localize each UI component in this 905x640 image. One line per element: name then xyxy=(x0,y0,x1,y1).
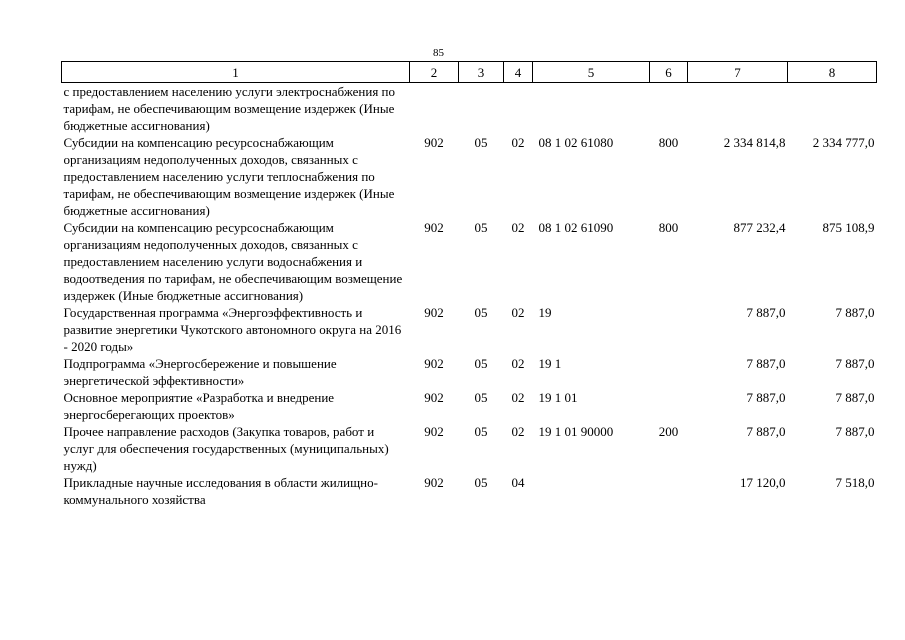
column-header-2: 2 xyxy=(410,62,459,83)
table-row xyxy=(62,304,877,355)
row-target-code: 19 1 01 90000 xyxy=(538,424,614,439)
row-name: Основное мероприятие «Разработка и внедрение энергосберегающих проектов» xyxy=(63,390,335,422)
table-row xyxy=(62,219,877,304)
row-ministry-code xyxy=(410,83,459,135)
row-ministry-code: 902 xyxy=(424,305,444,320)
row-expense-type xyxy=(650,389,688,423)
row-name: Субсидии на компенсацию ресурсоснабжающим организациям недополученных доходов, связанных с предоставлением населению услуги водоснабжения и водоотведения по тарифам, не обеспечивающим возмещение издержек (Иные бюджетные ассигнования) xyxy=(63,220,403,303)
row-ministry-code: 902 xyxy=(424,390,444,405)
row-amount-planned: 877 232,4 xyxy=(733,220,786,235)
row-amount-actual xyxy=(788,83,877,135)
row-amount-actual: 7 518,0 xyxy=(835,475,875,490)
row-expense-type xyxy=(650,474,688,508)
row-amount-planned: 7 887,0 xyxy=(746,305,786,320)
row-name: с предоставлением населению услуги электроснабжения по тарифам, не обеспечивающим возмещение издержек (Иные бюджетные ассигнования) xyxy=(63,84,396,133)
row-target-code: 08 1 02 61080 xyxy=(538,135,614,150)
column-header-3: 3 xyxy=(459,62,504,83)
row-target-code: 19 1 xyxy=(538,356,562,371)
row-subsection-code: 02 xyxy=(511,356,525,371)
row-ministry-code: 902 xyxy=(424,424,444,439)
row-subsection-code: 04 xyxy=(511,475,525,490)
row-amount-actual: 2 334 777,0 xyxy=(812,135,875,150)
row-subsection-code xyxy=(504,83,533,135)
table-row xyxy=(62,474,877,508)
row-section-code: 05 xyxy=(474,475,488,490)
row-subsection-code: 02 xyxy=(511,220,525,235)
row-amount-planned: 7 887,0 xyxy=(746,424,786,439)
row-section-code: 05 xyxy=(474,424,488,439)
row-section-code: 05 xyxy=(474,220,488,235)
column-header-4: 4 xyxy=(504,62,533,83)
row-target-code xyxy=(533,474,650,508)
row-ministry-code: 902 xyxy=(424,356,444,371)
column-header-7: 7 xyxy=(688,62,788,83)
table-header-row xyxy=(62,62,877,83)
row-name: Подпрограмма «Энергосбережение и повышение энергетической эффективности» xyxy=(63,356,337,388)
row-subsection-code: 02 xyxy=(511,424,525,439)
row-target-code xyxy=(533,83,650,135)
row-expense-type: 800 xyxy=(658,135,679,150)
row-amount-actual: 875 108,9 xyxy=(822,220,875,235)
row-expense-type xyxy=(650,304,688,355)
row-subsection-code: 02 xyxy=(511,135,525,150)
row-expense-type xyxy=(650,355,688,389)
column-header-6: 6 xyxy=(650,62,688,83)
table-row xyxy=(62,355,877,389)
row-name: Субсидии на компенсацию ресурсоснабжающим организациям недополученных доходов, связанных с предоставлением населению услуги теплоснабжения по тарифам, не обеспечивающим возмещение издержек (Иные бюджетные ассигнования) xyxy=(63,135,395,218)
row-target-code: 19 xyxy=(538,305,552,320)
row-amount-actual: 7 887,0 xyxy=(835,356,875,371)
column-header-1: 1 xyxy=(62,62,410,83)
row-expense-type xyxy=(650,83,688,135)
row-expense-type: 800 xyxy=(658,220,679,235)
row-subsection-code: 02 xyxy=(511,390,525,405)
row-target-code: 19 1 01 xyxy=(538,390,578,405)
row-amount-planned: 7 887,0 xyxy=(746,390,786,405)
table-row xyxy=(62,389,877,423)
page-number-text: 85 xyxy=(433,47,444,59)
row-amount-actual: 7 887,0 xyxy=(835,424,875,439)
row-ministry-code: 902 xyxy=(424,135,444,150)
row-amount-actual: 7 887,0 xyxy=(835,305,875,320)
row-section-code: 05 xyxy=(474,305,488,320)
row-name: Государственная программа «Энергоэффективность и развитие энергетики Чукотского автономного округа на 2016 - 2020 годы» xyxy=(63,305,402,354)
row-expense-type: 200 xyxy=(658,424,679,439)
row-amount-planned: 17 120,0 xyxy=(740,475,786,490)
row-subsection-code: 02 xyxy=(511,305,525,320)
row-amount-planned xyxy=(688,83,788,135)
row-amount-actual: 7 887,0 xyxy=(835,390,875,405)
row-ministry-code: 902 xyxy=(424,220,444,235)
row-section-code: 05 xyxy=(474,390,488,405)
row-section-code: 05 xyxy=(474,135,488,150)
column-header-5: 5 xyxy=(533,62,650,83)
row-section-code: 05 xyxy=(474,356,488,371)
row-ministry-code: 902 xyxy=(424,475,444,490)
row-name: Прочее направление расходов (Закупка товаров, работ и услуг для обеспечения государственных (муниципальных) нужд) xyxy=(63,424,389,473)
column-header-8: 8 xyxy=(788,62,877,83)
row-target-code: 08 1 02 61090 xyxy=(538,220,614,235)
table-row xyxy=(62,423,877,474)
row-amount-planned: 7 887,0 xyxy=(746,356,786,371)
table-row xyxy=(62,83,877,135)
row-name: Прикладные научные исследования в области жилищно-коммунального хозяйства xyxy=(63,475,378,507)
row-section-code xyxy=(459,83,504,135)
row-amount-planned: 2 334 814,8 xyxy=(723,135,786,150)
budget-table xyxy=(61,61,877,508)
table-row xyxy=(62,134,877,219)
